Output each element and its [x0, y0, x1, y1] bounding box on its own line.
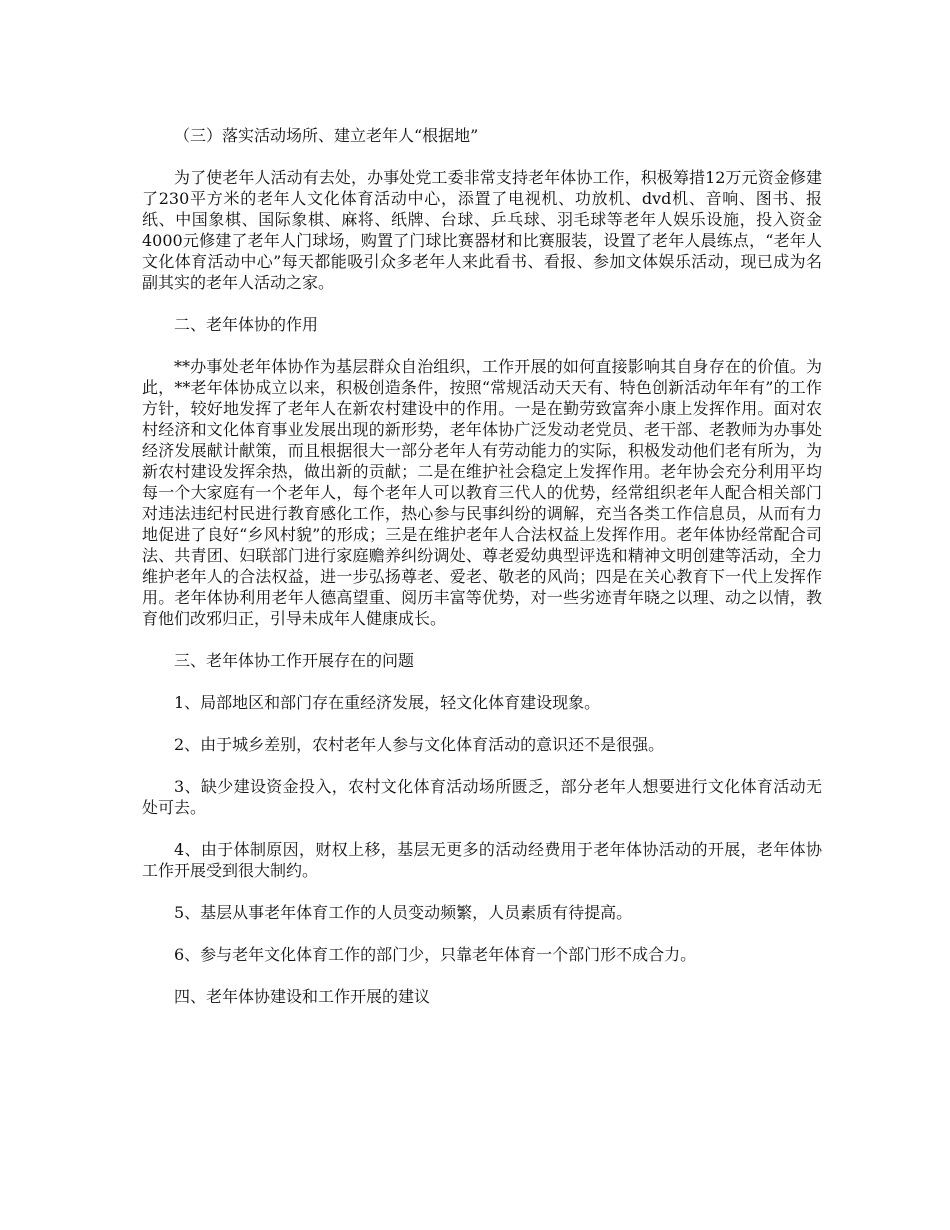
document-body — [142, 125, 822, 1028]
section-heading-problems: 三、老年体协工作开展存在的问题 — [174, 651, 415, 670]
problem-item-4: 4、由于体制原因，财权上移，基层无更多的活动经费用于老年体协活动的开展，老年体协工作开展受到很大制约。 — [142, 840, 822, 880]
problem-item-3: 3、缺少建设资金投入，农村文化体育活动场所匮乏，部分老年人想要进行文化体育活动无处可去。 — [142, 777, 822, 817]
section-heading-suggestions: 四、老年体协建设和工作开展的建议 — [174, 987, 431, 1006]
problem-item-5: 5、基层从事老年体育工作的人员变动频繁，人员素质有待提高。 — [174, 903, 633, 922]
section-heading-role: 二、老年体协的作用 — [174, 315, 319, 334]
section-heading-venues: （三）落实活动场所、建立老年人“根据地” — [174, 126, 479, 145]
problem-item-2: 2、由于城乡差别，农村老年人参与文化体育活动的意识还不是很强。 — [174, 735, 665, 754]
problem-item-6: 6、参与老年文化体育工作的部门少，只靠老年体育一个部门形不成合力。 — [174, 945, 697, 964]
paragraph-role-details: **办事处老年体协作为基层群众自治组织，工作开展的如何直接影响其自身存在的价值。为此，**老年体协成立以来，积极创造条件，按照“常规活动天天有、特色创新活动年年有”的工作方针，较好地发挥了老年人在新农村建设中的作用。一是在勤劳致富奔小康上发挥作用。面对农村经济和文化体育事业发展出现的新形势，老年体协广泛发动老党员、老干部、老教师为办事处经济发展献计献策，而且根据很大一部分老年人有劳动能力的实际，积极发动他们老有所为，为新农村建设发挥余热，做出新的贡献；二是在维护社会稳定上发挥作用。老年协会充分利用平均每一个大家庭有一个老年人，每个老年人可以教育三代人的优势，经常组织老年人配合相关部门对违法违纪村民进行教育感化工作，热心参与民事纠纷的调解，充当各类工作信息员，从而有力地促进了良好“乡风村貌”的形成；三是在维护老年人合法权益上发挥作用。老年体协经常配合司法、共青团、妇联部门进行家庭赡养纠纷调处、尊老爱幼典型评选和精神文明创建等活动，全力维护老年人的合法权益，进一步弘扬尊老、爱老、敬老的风尚；四是在关心教育下一代上发挥作用。老年体协利用老年人德高望重、阅历丰富等优势，对一些劣迹青年晓之以理、动之以情，教育他们改邪归正，引导未成年人健康成长。 — [142, 357, 822, 628]
paragraph-activity-center: 为了使老年人活动有去处，办事处党工委非常支持老年体协工作，积极筹措12万元资金修建了230平方米的老年人文化体育活动中心，添置了电视机、功放机、dvd机、音响、图书、报纸、中国象棋、国际象棋、麻将、纸牌、台球、乒乓球、羽毛球等老年人娱乐设施，投入资金4000元修建了老年人门球场，购置了门球比赛器材和比赛服装，设置了老年人晨练点，“老年人文化体育活动中心”每天都能吸引众多老年人来此看书、看报、参加文体娱乐活动，现已成为名副其实的老年人活动之家。 — [142, 168, 822, 292]
problem-item-1: 1、局部地区和部门存在重经济发展，轻文化体育建设现象。 — [174, 693, 601, 712]
